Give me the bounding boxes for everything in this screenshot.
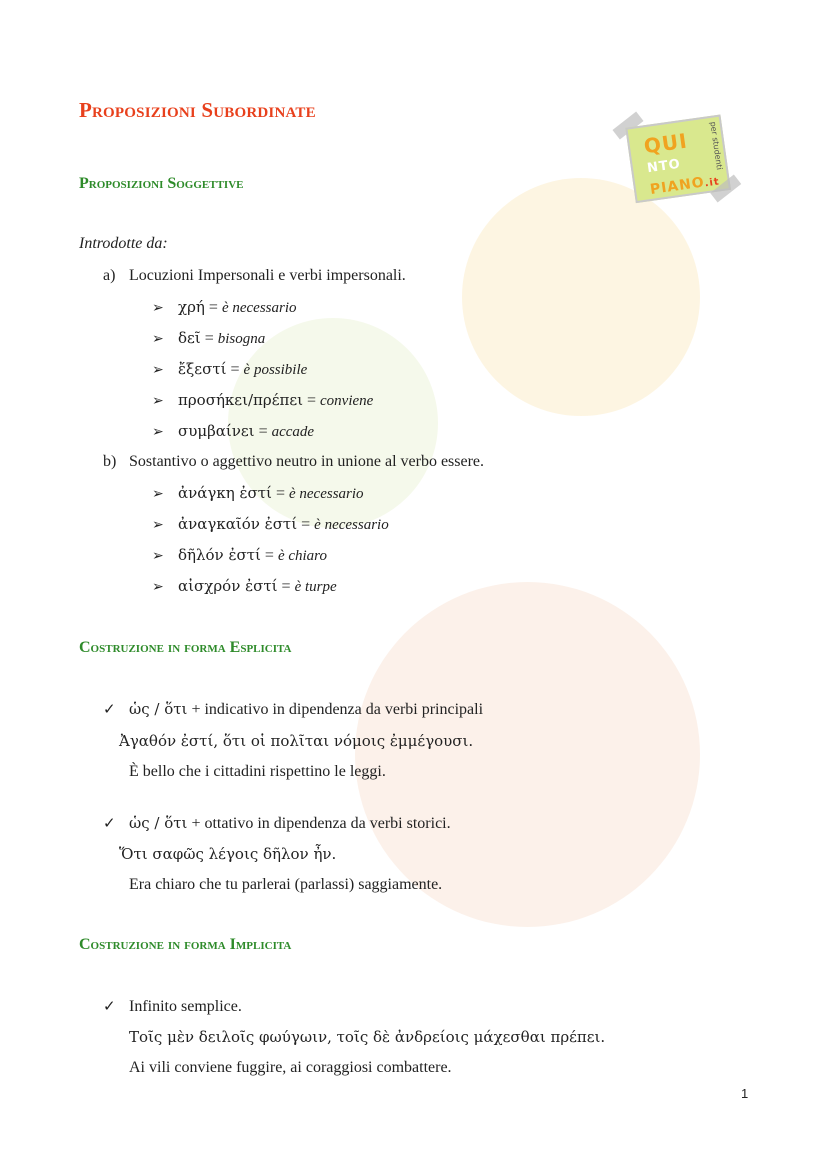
greek-example: Ὅτι σαφῶς λέγοις δῆλον ἦν. [119, 845, 337, 863]
section-heading-esplicita: Costruzione in forma Esplicita [79, 639, 292, 656]
page-title: Proposizioni Subordinate [79, 98, 316, 122]
sub-item: ➢ ἀνάγκη ἐστί = è necessario [152, 484, 364, 502]
sub-item: ➢ χρή = è necessario [152, 298, 297, 316]
check-item: ✓ ὡς / ὅτι + indicativo in dipendenza da verbi principali [103, 700, 484, 718]
sub-item: ➢ δεῖ = bisogna [152, 329, 266, 347]
sub-item: ➢ δῆλόν ἐστί = è chiaro [152, 546, 327, 564]
check-icon: ✓ [103, 997, 116, 1015]
sub-item: ➢ ἀναγκαῖόν ἐστί = è necessario [152, 515, 389, 533]
greek-example: Τοῖς μὲν δειλοῖς φωύγωιν, τοῖς δὲ ἀνδρείοις μάχεσθαι πρέπει. [129, 1028, 606, 1046]
list-item-b: b) Sostantivo o aggettivo neutro in unione al verbo essere. [103, 453, 485, 470]
translation: È bello che i cittadini rispettino le leggi. [129, 763, 386, 780]
sub-item: ➢ προσήκει/πρέπει = conviene [152, 391, 374, 409]
check-item: ✓ Infinito semplice. [103, 997, 242, 1015]
section-heading-soggettive: Proposizioni Soggettive [79, 175, 244, 192]
sub-item: ➢ αἰσχρόν ἐστί = è turpe [152, 577, 337, 595]
page-number: 1 [741, 1086, 749, 1101]
check-icon: ✓ [103, 814, 116, 832]
check-item: ✓ ὡς / ὅτι + ottativo in dipendenza da verbi storici. [103, 814, 451, 832]
translation: Era chiaro che tu parlerai (parlassi) saggiamente. [129, 876, 443, 893]
sub-item: ➢ συμβαίνει = accade [152, 422, 315, 440]
intro-text: Introdotte da: [79, 235, 168, 252]
sub-item: ➢ ἔξεστί = è possibile [152, 360, 308, 378]
quinto-piano-logo: QUI NTO PIANO.it per studenti [616, 106, 737, 210]
decorative-circle-yellow [462, 178, 700, 416]
list-item-a: a) Locuzioni Impersonali e verbi impersonali. [103, 267, 406, 284]
section-heading-implicita: Costruzione in forma Implicita [79, 936, 292, 953]
translation: Ai vili conviene fuggire, ai coraggiosi combattere. [129, 1059, 452, 1076]
check-icon: ✓ [103, 700, 116, 718]
greek-example: Ἀγαθόν ἐστί, ὅτι οἱ πολῖται νόμοις ἐμμέγουσι. [119, 732, 474, 750]
